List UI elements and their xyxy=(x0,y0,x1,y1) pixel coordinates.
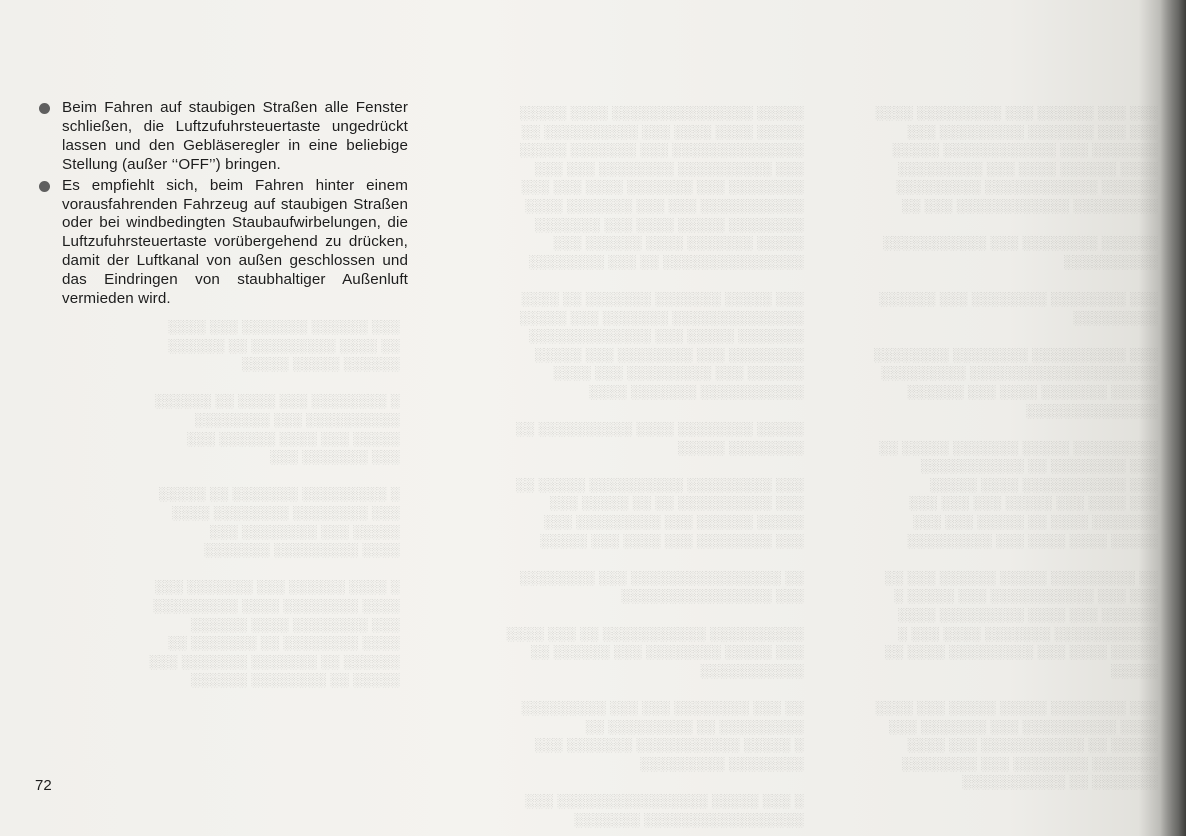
bullet-text: Beim Fahren auf staubigen Straßen alle Fenster schließen, die Luftzufuhrsteuertaste ungedrückt lassen und den Gebläseregler in eine beliebige Stellung (außer ‘‘OFF’’) bringen. xyxy=(62,99,408,173)
show-through-middle: ░░░░░ ░░░░░░░░░░░░░░░ ░░░░ ░░░░░ ░░░░░ ░░░░ ░░░░ ░░░ ░░░░░░░░░░ ░░ ░░░░░░░░░░░░░░ ░░░ ░░░░░░░ ░░░░░ ░░░ ░░░░░░░░░░ ░░░░░░░░ ░░░ ░░░ ░░░░░░░░ ░░░ ░░░░░░░ ░░░░ ░░░ ░░░ ░░░░░░░░░░░ ░░░ ░░░ ░░░░░░░ ░░░░ ░░░░░░░░ ░░░░░ ░░░░ ░░░ ░░░░░░░ ░░░░░ ░░░░░░░ ░░░░ ░░░░░░ ░░░ ░░░░░░░░░░░░░░░ ░░ ░░░ ░░░░░░░░ ░░░ ░░░░░ ░░░░░░░ ░░░░░░░ ░░ ░░░░ ░░░░░░░░░░░░░░ ░░░░░░░ ░░░ ░░░░░ ░░░░░░░ ░░░░░ ░░░ ░░░░░░░░░░░░░ ░░░░░░░░ ░░░ ░░░░░░░░ ░░░ ░░░░░ ░░░░░░ ░░░ ░░░░░░░░░ ░░░ ░░░░ ░░░░░░░░░░░ ░░░░░░░ ░░░░ ░░░░░ ░░░░░░░░ ░░░░ ░░░░░░░░░░ ░░ ░░░░░░░░ ░░░░░ ░░░ ░░░░░░░░░ ░░░░░░░░░░ ░░░░░ ░░ ░░░ ░░░░░░░░░░ ░░ ░░ ░░░░░ ░░░ ░░░░░ ░░░░░░ ░░░ ░░░░░░░░░ ░░░ ░░░ ░░░░░░░░ ░░░ ░░░░ ░░░ ░░░░░ ░░ ░░░░░░░░░░░░░░░░ ░░░ ░░░░░░░░ ░░░ ░░░░░░░░░░░░░░░░ ░░░░░░░░░░ ░░░░░░░░░░░ ░░ ░░░ ░░░░ ░░░ ░░░░░ ░░░░░░░░ ░░░ ░░░░░░ ░░ ░░░░░░░░░░░ ░░ ░░░ ░░░░░░░░ ░░░ ░░░ ░░░░░░░░░ ░░░░░░░░░ ░░ ░░░░░░░░░ ░░ ░ ░░░░░ ░░░░░░░░░░░ ░░░░░░░ ░░░ ░░░░░░░░ ░░░░░░░░░ ░ ░░░ ░░░░░ ░░░░░░░░░░░░░░░░ ░░░ ░░░░░░░░░░░░░░░░░ ░░░░░░░ xyxy=(506,105,804,827)
list-item xyxy=(36,99,408,175)
bullet-dot-icon xyxy=(39,181,50,192)
show-through-left: ░░░ ░░░░░░ ░░░░░░░ ░░░ ░░░░ ░░ ░░░░ ░░░░░░░░░ ░░ ░░░░░░ ░░░░░░ ░░░░░ ░░░░░ ░ ░░░░░░░░ ░░░ ░░░░ ░░ ░░░░░░ ░░░░░░░░░░ ░░░ ░░░░░░░░ ░░░░░ ░░░ ░░░░ ░░░░░░ ░░░ ░░░ ░░░░░░░ ░░░ ░ ░░░░░░░░░ ░░░░░░░ ░░ ░░░░░ ░░░ ░░░░░░░░ ░░░░░░░░ ░░░░ ░░░░░ ░░░ ░░░░░░░░ ░░░ ░░░░ ░░░░░░░░░ ░░░░░░░ ░ ░░░░ ░░░░░░ ░░░ ░░░░░░░ ░░░ ░░░░ ░░░░░░░░ ░░░░ ░░░░░░░░░ ░░░ ░░░░░░░░ ░░░░ ░░░░░░ ░░░░ ░░░░░░░░ ░░ ░░░░░░░ ░░ ░░░░░░ ░░ ░░░░░░░ ░░░░░░░ ░░░ ░░░░░ ░░ ░░░░░░░░ ░░░░░░ xyxy=(149,319,400,688)
bullet-list xyxy=(36,99,408,311)
bullet-dot-icon xyxy=(39,103,50,114)
page-number: 72 xyxy=(35,777,52,794)
binding-shadow xyxy=(1160,0,1186,836)
show-through-right: ░░░ ░░░ ░░░░░░ ░░░ ░░░░░░░░░ ░░░░ ░░░ ░░░ ░░░░░░░ ░░░░░░░░░ ░░░ ░░░░░░░ ░░░ ░░░░░░░░░░░░ ░░░░░ ░░░░ ░░░░░░ ░░░░ ░░░ ░░░░░░░░░ ░░░░░░ ░░░░░░░░░░░░ ░░░░░░░░░ ░░░░░░░░░ ░░░░░░░░░░░░ ░░░ ░░ ░░░░░░ ░░░░░░░░ ░░░ ░░░░░░░░░░░ ░░░░░░░░░░ ░░░ ░░░░░░░░ ░░░░░░░░ ░░░ ░░░░░░ ░░░░░░░░░ ░░░ ░░░░░░░░░░ ░░░░░░░░ ░░░░░░░░ ░░░░░░░░░░░░░░░░░░░░ ░░░░░░░░░ ░░░░░ ░░░░░░░ ░░░░ ░░░ ░░░░░░ ░░░░░░░░░░░░░░ ░░░░░░░░░ ░░░░░ ░░░░░░░ ░░░░░ ░░ ░░░ ░░░░░░░░ ░░ ░░░░░░░░░░░ ░░░ ░░░░░░░░░░░ ░░░░ ░░░░░ ░░░ ░░░░ ░░░ ░░░░░ ░░░ ░░░ ░░░ ░░░░░░░ ░░░░ ░░ ░░░░░ ░░░ ░░░ ░░░░░ ░░░░ ░░░░ ░░░ ░░░░░░░░░ ░░ ░░░░░░░░░ ░░░░░ ░░░░░░ ░░░ ░░ ░░░ ░░░ ░░░░░░░░░░░ ░░░ ░░░░░ ░ ░░░░░░ ░░░ ░░░░ ░░░░░░░░░ ░░░░ ░░░░░░░░░░░ ░░░░░░░ ░░░░ ░░░ ░ ░░░░░ ░░░░ ░░░ ░░░░░░░░░ ░░░░ ░░ ░░░░░ ░░░ ░░░░░░░░ ░░░░░ ░░░░░ ░░░ ░░░░ ░░░░ ░░░░░░░░░░ ░░░ ░░░░░░░ ░░░ ░░░░░ ░░ ░░░░░░░░░░░ ░░░ ░░░░ ░░░░░░░ ░░░░░░░░ ░░░ ░░░░░░░░ ░░░░░░░ ░░ ░░░░░░░░░░░ xyxy=(873,105,1158,790)
list-item xyxy=(36,177,408,309)
bullet-text: Es empfiehlt sich, beim Fahren hinter einem vorausfahrenden Fahrzeug auf staubigen Straßen oder bei windbedingten Staubaufwirbelungen, die Luftzufuhrsteuertaste vorübergehend zu drücken, damit der Luftkanal von außen geschlossen und das Eindringen von staubhaltiger Außenluft vermieden wird. xyxy=(62,176,408,308)
